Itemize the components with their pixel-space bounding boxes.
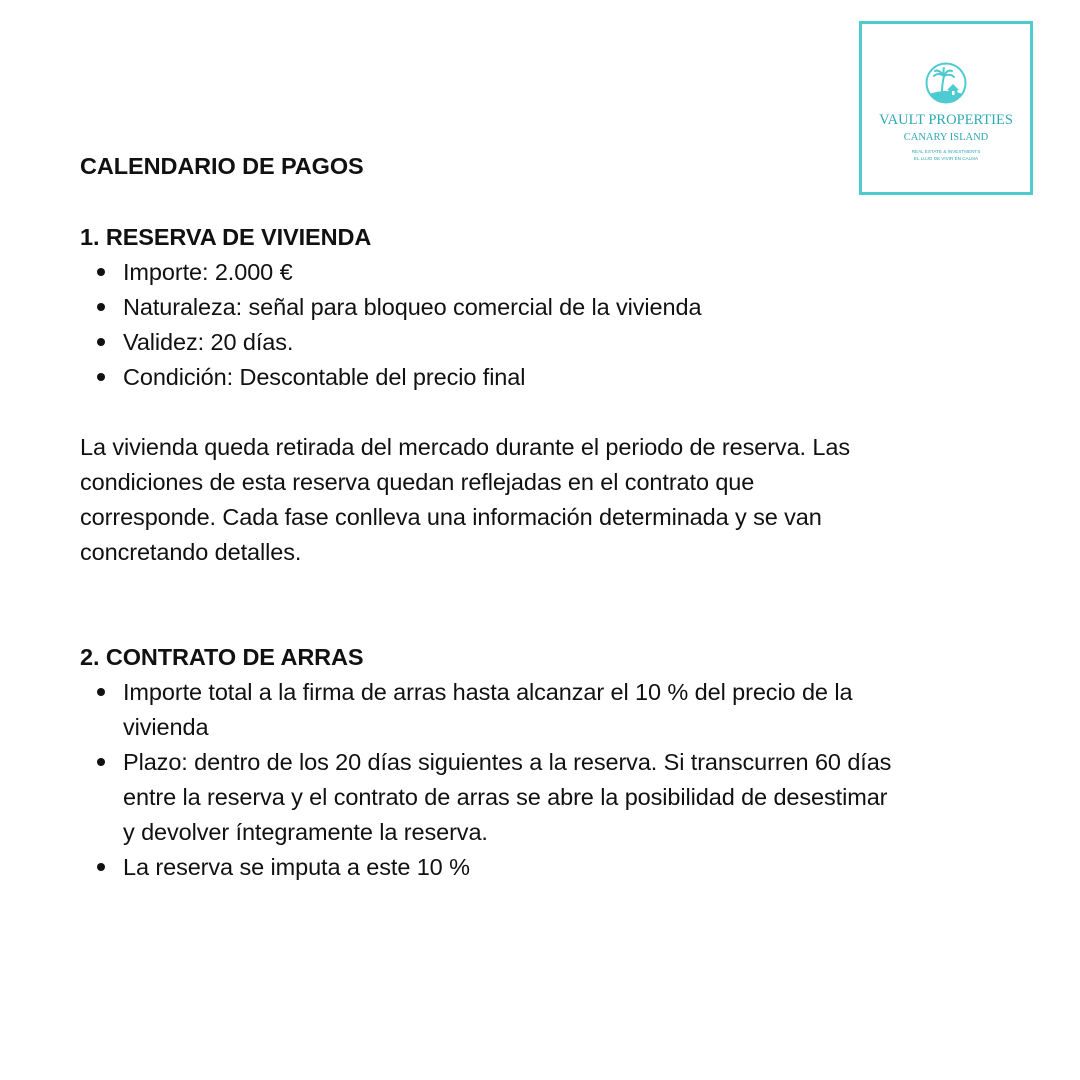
- bullet: [97, 758, 105, 766]
- list-item: La reserva se imputa a este 10 %: [123, 854, 470, 880]
- section-heading: 2. CONTRATO DE ARRAS: [80, 644, 364, 670]
- bullet: [97, 338, 105, 346]
- bullet: [97, 373, 105, 381]
- logo-tagline: REAL ESTATE & INVESTMENTS: [911, 149, 981, 154]
- paragraph-line: corresponde. Cada fase conlleva una información determinada y se van: [80, 504, 822, 530]
- logo-title: VAULT PROPERTIES: [879, 112, 1013, 128]
- bullet: [97, 268, 105, 276]
- section-heading: 1. RESERVA DE VIVIENDA: [80, 224, 372, 250]
- list-item: Importe total a la firma de arras hasta alcanzar el 10 % del precio de la: [123, 679, 853, 705]
- paragraph-line: La vivienda queda retirada del mercado durante el periodo de reserva. Las: [80, 434, 851, 460]
- paragraph-line: concretando detalles.: [80, 539, 302, 565]
- bullet: [97, 688, 105, 696]
- document-title: CALENDARIO DE PAGOS: [80, 153, 364, 179]
- list-item: Condición: Descontable del precio final: [123, 364, 526, 390]
- list-item: Importe: 2.000 €: [123, 259, 293, 285]
- bullet: [97, 303, 105, 311]
- list-item-continuation: entre la reserva y el contrato de arras se abre la posibilidad de desestimar: [123, 784, 888, 810]
- bullet: [97, 863, 105, 871]
- palm-tree-house-icon: [925, 62, 967, 104]
- list-item: Validez: 20 días.: [123, 329, 294, 355]
- list-item: Plazo: dentro de los 20 días siguientes a la reserva. Si transcurren 60 días: [123, 749, 892, 775]
- list-item: Naturaleza: señal para bloqueo comercial de la vivienda: [123, 294, 702, 320]
- logo-subtitle: CANARY ISLAND: [903, 132, 989, 143]
- list-item-continuation: y devolver íntegramente la reserva.: [123, 819, 488, 845]
- paragraph-line: condiciones de esta reserva quedan reflejadas en el contrato que: [80, 469, 755, 495]
- list-item-continuation: vivienda: [123, 714, 209, 740]
- logo: [859, 21, 1033, 195]
- logo-tagline: EL LUJO DE VIVIR EN CALMA: [913, 156, 979, 161]
